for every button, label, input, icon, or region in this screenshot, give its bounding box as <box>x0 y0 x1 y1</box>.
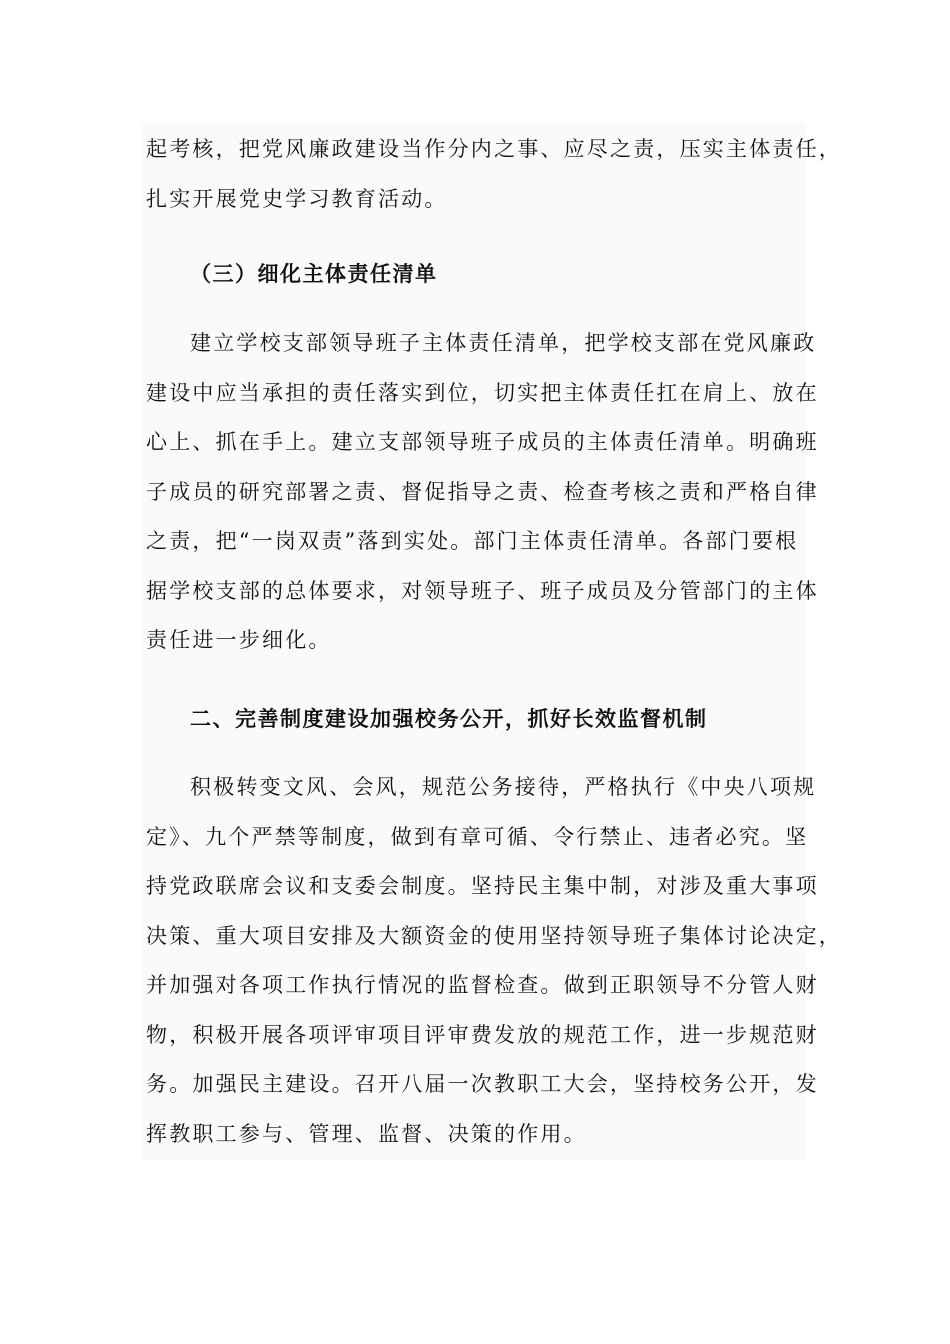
section-heading-2: 二、完善制度建设加强校务公开，抓好长效监督机制 <box>190 706 708 731</box>
section-heading-3: （三）细化主体责任清单 <box>190 261 438 286</box>
paragraph-line: 积极转变文风、会风，规范公务接待，严格执行《中央八项规 <box>190 775 817 799</box>
paragraph-line: 并加强对各项工作执行情况的监督检查。做到正职领导不分管人财 <box>146 973 819 997</box>
paragraph-line: 定》、九个严禁等制度，做到有章可循、令行禁止、违者必究。坚 <box>146 824 809 849</box>
paragraph-responsibility-list <box>146 319 819 666</box>
paragraph-line: 据学校支部的总体要求，对领导班子、班子成员及分管部门的主体 <box>146 578 819 603</box>
paragraph-line: 建立学校支部领导班子主体责任清单，把学校支部在党风廉政 <box>190 331 817 355</box>
paragraph-line: 心上、抓在手上。建立支部领导班子成员的主体责任清单。明确班 <box>146 430 819 454</box>
paragraph-line: 务。加强民主建设。召开八届一次教职工大会，坚持校务公开，发 <box>146 1072 819 1096</box>
paragraph-line: 之责，把“一岗双责”落到实处。部门主体责任清单。各部门要根 <box>146 529 799 553</box>
paragraph-line: 持党政联席会议和支委会制度。坚持民主集中制，对涉及重大事项 <box>146 874 819 898</box>
paragraph-line: 物，积极开展各项评审项目评审费发放的规范工作，进一步规范财 <box>146 1022 819 1047</box>
paragraph-line: 起考核，把党风廉政建设当作分内之事、应尽之责，压实主体责任， <box>146 137 842 161</box>
paragraph-system-building <box>146 763 842 1159</box>
paragraph-continuation <box>146 125 842 224</box>
paragraph-line: 决策、重大项目安排及大额资金的使用坚持领导班子集体讨论决定， <box>146 923 842 948</box>
paragraph-line: 责任进一步细化。 <box>146 628 332 652</box>
paragraph-line: 扎实开展党史学习教育活动。 <box>146 186 448 211</box>
paragraph-line: 子成员的研究部署之责、督促指导之责、检查考核之责和严格自律 <box>146 479 819 504</box>
paragraph-line: 挥教职工参与、管理、监督、决策的作用。 <box>146 1121 587 1146</box>
paragraph-line: 建设中应当承担的责任落实到位，切实把主体责任扛在肩上、放在 <box>146 380 819 405</box>
